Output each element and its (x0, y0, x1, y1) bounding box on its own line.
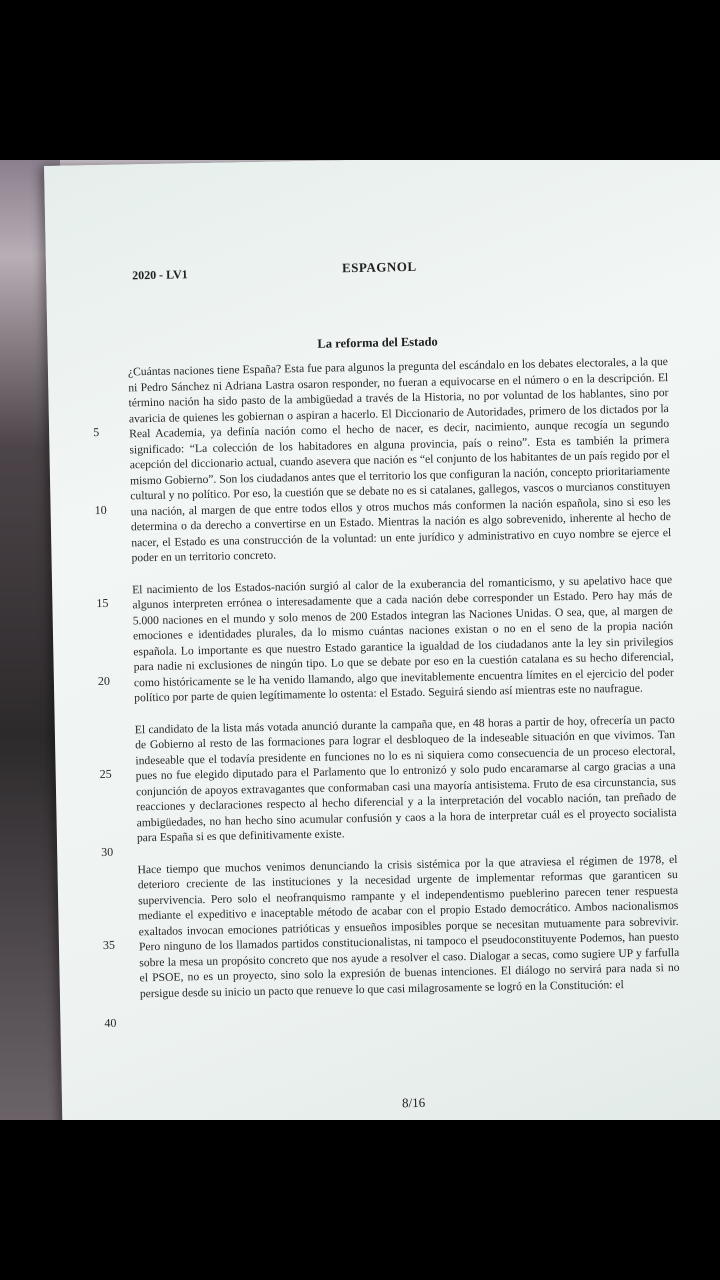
paragraph-4: Hace tiempo que muchos venimos denunciando la crisis sistémica por la que atraviesa el régimen de 1978, el deterioro creciente de las instituciones y la necesidad urgente de implementar reformas que garanticen su supervivencia. Pero solo el neofranquismo rampante y el independentismo pueblerino parecen tener respuesta mediante el expeditivo e inaceptable método de acabar con el propio Estado democrático. Ambos nacionalismos exaltados invocan emociones patrióticas y ensueños imposibles porque se necesitan mutuamente para sobrevivir. Pero ninguno de los llamados partidos constitucionalistas, ni tampoco el pseudoconstituyente Podemos, han puesto sobre la mesa un propósito concreto que nos ayude a resolver el caso. Dialogar a secas, como sugiere UP y farfulla el PSOE, no es un proyecto, sino solo la expresión de buenas intenciones. El diálogo no servirá para nada si no persigue desde su inicio un pacto que renueve lo que casi milagrosamente se logró en la Constitución: el (137, 852, 680, 1000)
paragraph-3: El candidato de la lista más votada anunció durante la campaña que, en 48 horas a partir de hoy, ofrecería un pacto de Gobierno al resto de las formaciones para lograr el desbloqueo de la indeseable situación en que vivimos. Tan indeseable que el todavía presidente en funciones no lo es ni siquiera como consecuencia de un proceso electoral, pues no fue elegido diputado para el Parlamento que lo entronizó y solo pudo encaramarse al cargo gracias a una conjunción de apoyos extravagantes que conformaban casi una mayoría antisistema. Fruto de esa circunstancia, sus reacciones y declaraciones respecto al hecho diferencial y a la interpretación del vocablo nación, tan preñado de ambigüedades, no han hecho sino acumular confusión y caos a la hora de interpretar cuál es el proyecto socialista para España si es que definitivamente existe. (134, 712, 677, 845)
exam-page (44, 160, 720, 1120)
line-number: 35 (102, 937, 116, 953)
page-number: 8/16 (401, 1094, 426, 1111)
line-number: 15 (96, 595, 109, 611)
line-number: 5 (92, 424, 100, 440)
line-number: 30 (101, 844, 114, 860)
paragraph-2: El nacimiento de los Estados-nación surgió al calor de la exuberancia del romanticismo, y su apelativo hace que algunos interpreten errónea o interesadamente que a cada nación debe corresponder un Estado. Pero hay más de 5.000 naciones en el mundo y solo menos de 200 Estados integran las Naciones Unidas. O sea, que, al margen de emociones e identidades plurales, da lo mismo cuántas naciones existan o no en el seno de la propia nación española. Lo importante es que nuestro Estado garantice la igualdad de los ciudadanos ante la ley sin privilegios para nadie ni exclusiones de ningún tipo. Lo que se debate por eso en la cuestión catalana es su hecho diferencial, como históricamente se le ha venido llamando, algo que inevitablemente encuentra límites en el ejercicio del poder político por parte de quien legítimamente lo ostenta: el Estado. Seguirá siendo así mientras este no naufrague. (132, 572, 674, 705)
paragraph-1: ¿Cuántas naciones tiene España? Esta fue para algunos la pregunta del escándalo en los debates electorales, a la que ni Pedro Sánchez ni Adriana Lastra osaron responder, no fueran a equivocarse en el número o en la descripción. El término nación ha sido pasto de la ambigüedad a través de la Historia, no por voluntad de los hablantes, sino por avaricia de quienes les gobiernan o aspiran a hacerlo. El Diccionario de Autoridades, primero de los dictados por la Real Academia, ya definía nación como el hecho de nacer, es decir, nacimiento, aunque recogía un segundo significado: “La colección de los habitadores en alguna provincia, país o reino”. Esta es también la primera acepción del diccionario actual, cuando asevera que nación es “el conjunto de los habitantes de un país regido por el mismo Gobierno”. Son los ciudadanos antes que el territorio los que configuran la nación, concepto prioritariamente cultural y no político. Por eso, la cuestión que se debate no es si catalanes, gallegos, vascos o murcianos constituyen una nación, al margen de que entre todos ellos y otros muchos más conformen la nación española, sino si eso les determina o da derecho a convertirse en un Estado. Mientras la nación es algo sobrevenido, inherente al hecho de nacer, el Estado es una construcción de la voluntad: un ente jurídico y administrativo en cuyo nombre se ejerce el poder en un territorio concreto. (127, 355, 672, 565)
line-number: 40 (104, 1015, 117, 1030)
document-photo (0, 160, 720, 1120)
line-number: 25 (99, 766, 112, 782)
line-number: 20 (97, 673, 111, 689)
article-title: La reforma del Estado (317, 334, 438, 351)
exam-year-label: 2020 - LV1 (131, 267, 188, 283)
article-body (128, 354, 680, 1001)
line-numbers (92, 365, 122, 1030)
line-number: 10 (94, 502, 107, 518)
subject-label: ESPAGNOL (341, 258, 417, 276)
